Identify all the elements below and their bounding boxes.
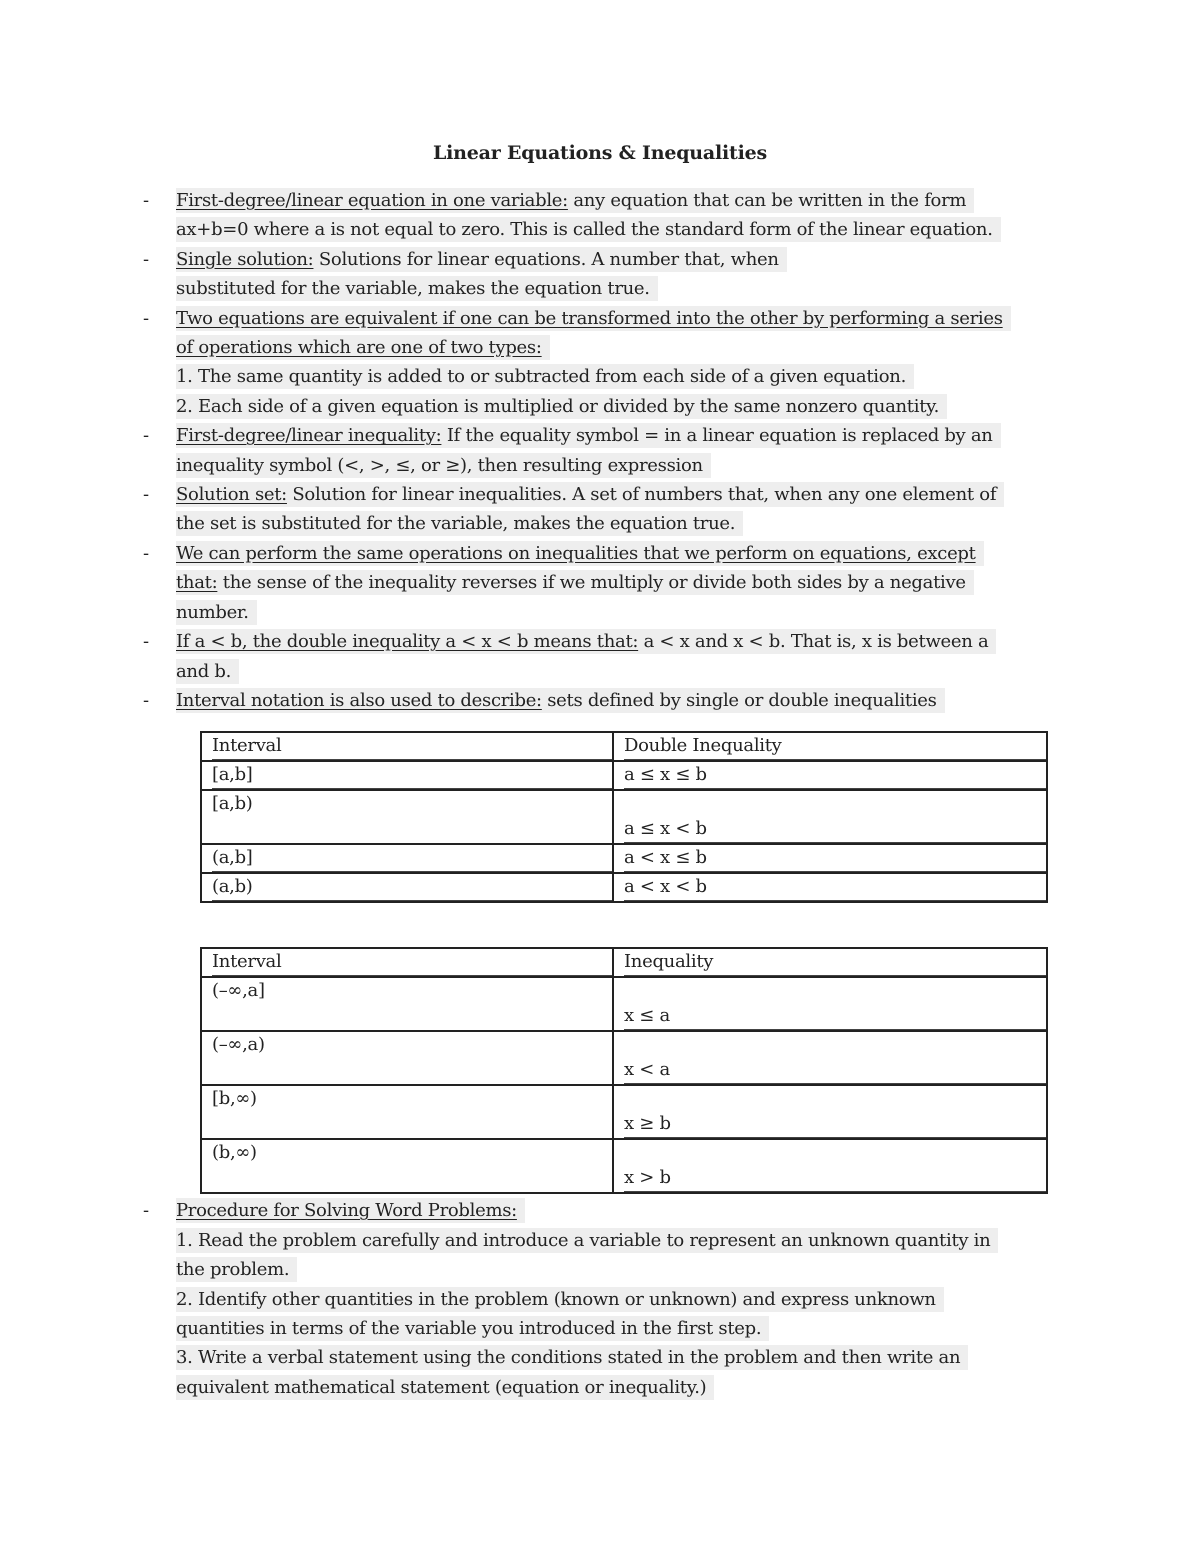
definition-text: and b. [176, 659, 239, 684]
table-cell: (b,∞) [201, 1139, 613, 1193]
table-cell: x > b [613, 1139, 1047, 1193]
table-row [201, 790, 1047, 844]
definition-text: any equation that can be written in the form [567, 190, 967, 211]
interval-table-single [200, 947, 1048, 1194]
procedure-step: 2. Identify other quantities in the problem (known or unknown) and express unknown [176, 1287, 944, 1312]
table-header-row [201, 732, 1047, 761]
list-item [143, 627, 1063, 686]
table-cell: a ≤ x < b [613, 790, 1047, 844]
numbered-rule: 1. The same quantity is added to or subtracted from each side of a given equation. [176, 364, 914, 389]
procedure-step: 3. Write a verbal statement using the conditions stated in the problem and then write an [176, 1345, 968, 1370]
term-double-inequality: If a < b, the double inequality a < x < b means that: [176, 631, 639, 653]
numbered-rule: 2. Each side of a given equation is multiplied or divided by the same nonzero quantity. [176, 394, 947, 419]
definition-text: inequality symbol (<, >, ≤, or ≥), then resulting expression [176, 453, 711, 478]
table-header-cell: Interval [201, 732, 613, 761]
term-same-operations-cont: that: [176, 572, 218, 594]
table-cell: [a,b) [201, 790, 613, 844]
procedure-step: 1. Read the problem carefully and introduce a variable to represent an unknown quantity in [176, 1228, 998, 1253]
list-item [143, 421, 1063, 480]
bullet-dash: - [143, 425, 150, 447]
term-same-operations: We can perform the same operations on inequalities that we perform on equations, except [176, 542, 976, 564]
table-row [201, 873, 1047, 902]
table-header-cell: Interval [201, 948, 613, 977]
procedure-step: the problem. [176, 1257, 297, 1282]
table-cell: [b,∞) [201, 1085, 613, 1139]
table-cell: [a,b] [201, 761, 613, 790]
table-cell: (–∞,a] [201, 977, 613, 1031]
list-item [143, 480, 1063, 539]
definition-text: Solution for linear inequalities. A set of numbers that, when any one element of [286, 484, 997, 506]
table-cell: (a,b] [201, 844, 613, 873]
list-item [143, 186, 1063, 245]
bullet-dash: - [143, 689, 150, 711]
definition-text: the sense of the inequality reverses if we multiply or divide both sides by a negative [217, 572, 966, 594]
procedure-step: equivalent mathematical statement (equation or inequality.) [176, 1375, 714, 1400]
term-linear-equation: First-degree/linear equation in one variable: [176, 190, 568, 211]
table-row [201, 1139, 1047, 1193]
term-solution-set: Solution set: [176, 484, 287, 506]
bullet-dash: - [143, 631, 150, 653]
table-row [201, 844, 1047, 873]
table-cell: x ≥ b [613, 1085, 1047, 1139]
table-cell: a < x ≤ b [613, 844, 1047, 873]
list-item-procedure [143, 1196, 1063, 1402]
table-header-cell: Double Inequality [613, 732, 1047, 761]
list-item [143, 539, 1063, 627]
bullet-dash: - [143, 248, 150, 270]
definition-text: number. [176, 600, 257, 625]
bullet-dash: - [143, 1200, 150, 1222]
definition-text: ax+b=0 where a is not equal to zero. This is called the standard form of the linear equation. [176, 217, 1001, 242]
definition-text: substituted for the variable, makes the equation true. [176, 276, 658, 301]
interval-table-double [200, 731, 1048, 903]
list-item [143, 304, 1063, 422]
table-header-cell: Inequality [613, 948, 1047, 977]
table-row [201, 1085, 1047, 1139]
table-row [201, 761, 1047, 790]
table-row [201, 1031, 1047, 1085]
document-body [143, 186, 1063, 1402]
table-cell: x ≤ a [613, 977, 1047, 1031]
procedure-step: quantities in terms of the variable you introduced in the first step. [176, 1316, 769, 1341]
list-item [143, 245, 1063, 304]
page-title: Linear Equations & Inequalities [432, 142, 768, 164]
definition-text: the set is substituted for the variable, makes the equation true. [176, 511, 743, 536]
table-cell: a < x < b [613, 873, 1047, 902]
definition-text: sets defined by single or double inequalities [541, 689, 937, 711]
definition-text: Solutions for linear equations. A number that, when [313, 248, 779, 270]
bullet-dash: - [143, 484, 150, 506]
table-row [201, 977, 1047, 1031]
bullet-dash: - [143, 307, 150, 329]
list-item [143, 686, 1063, 715]
table-header-row [201, 948, 1047, 977]
term-procedure: Procedure for Solving Word Problems: [176, 1200, 517, 1222]
bullet-dash: - [143, 542, 150, 564]
definition-text: If the equality symbol = in a linear equation is replaced by an [441, 425, 993, 447]
term-single-solution: Single solution: [176, 248, 314, 270]
term-linear-inequality: First-degree/linear inequality: [176, 425, 442, 447]
table-cell: (–∞,a) [201, 1031, 613, 1085]
term-equivalent-equations-cont: of operations which are one of two types: [176, 337, 542, 359]
table-cell: (a,b) [201, 873, 613, 902]
definition-text: a < x and x < b. That is, x is between a [638, 631, 989, 653]
table-cell: x < a [613, 1031, 1047, 1085]
term-equivalent-equations: Two equations are equivalent if one can be transformed into the other by performing a series [176, 307, 1003, 329]
term-interval-notation: Interval notation is also used to describe: [176, 689, 542, 711]
table-cell: a ≤ x ≤ b [613, 761, 1047, 790]
bullet-dash: - [143, 190, 150, 211]
